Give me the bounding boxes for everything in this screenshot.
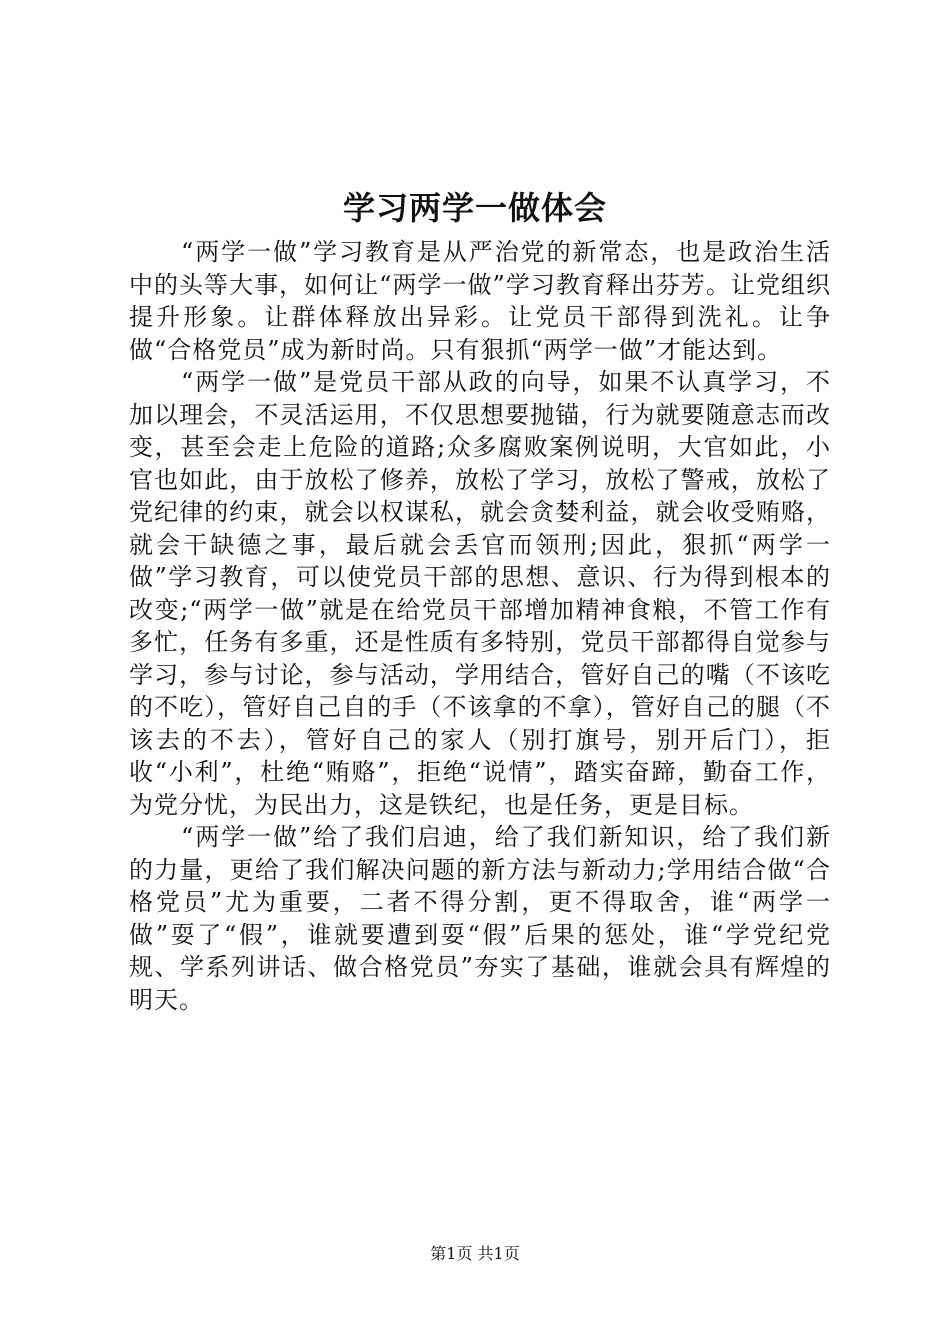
document-title: 学习两学一做体会 — [342, 189, 607, 227]
page-footer: 第1页 共1页 — [430, 1244, 520, 1263]
document-body — [129, 236, 831, 1016]
paragraph-3: “两学一做”给了我们启迪，给了我们新知识，给了我们新的力量，更给了我们解决问题的新方法与新动力;学用结合做“合格党员”尤为重要，二者不得分割，更不得取舍，谁“两学一做”耍了“假”，谁就要遭到耍“假”后果的惩处，谁“学党纪党规、学系列讲话、做合格党员”夯实了基础，谁就会具有辉煌的明天。 — [129, 823, 831, 1014]
paragraph-2: “两学一做”是党员干部从政的向导，如果不认真学习，不加以理会，不灵活运用，不仅思想要抛锚，行为就要随意志而改变，甚至会走上危险的道路;众多腐败案例说明，大官如此，小官也如此，由于放松了修养，放松了学习，放松了警戒，放松了党纪律的约束，就会以权谋私，就会贪婪利益，就会收受贿赂，就会干缺德之事，最后就会丢官而领刑;因此，狠抓“两学一做”学习教育，可以使党员干部的思想、意识、行为得到根本的改变;“两学一做”就是在给党员干部增加精神食粮，不管工作有多忙，任务有多重，还是性质有多特别，党员干部都得自觉参与学习，参与讨论，参与活动，学用结合，管好自己的嘴（不该吃的不吃），管好自己自的手（不该拿的不拿），管好自己的腿（不该去的不去），管好自己的家人（别打旗号，别开后门），拒收“小利”，杜绝“贿赂”，拒绝“说情”，踏实奋蹄，勤奋工作，为党分忧，为民出力，这是铁纪，也是任务，更是目标。 — [129, 368, 831, 819]
paragraph-1: “两学一做”学习教育是从严治党的新常态，也是政治生活中的头等大事，如何让“两学一做”学习教育释出芬芳。让党组织提升形象。让群体释放出异彩。让党员干部得到洗礼。让争做“合格党员”成为新时尚。只有狠抓“两学一做”才能达到。 — [129, 238, 831, 364]
